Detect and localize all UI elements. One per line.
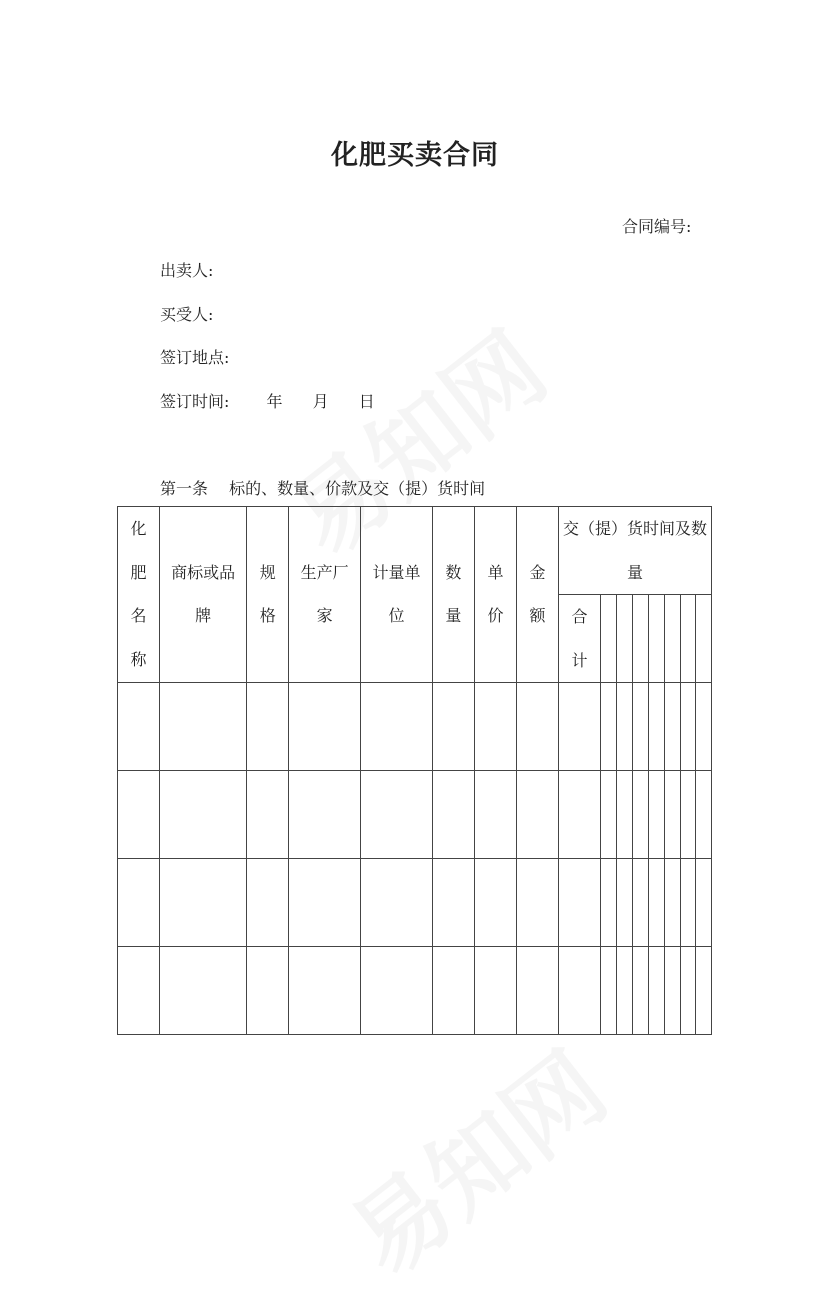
table-cell[interactable]	[160, 859, 247, 947]
table-cell[interactable]	[474, 859, 516, 947]
table-cell[interactable]	[474, 683, 516, 771]
table-cell[interactable]	[632, 947, 648, 1035]
table-cell[interactable]	[118, 859, 160, 947]
table-cell[interactable]	[118, 947, 160, 1035]
header-quantity	[432, 507, 474, 683]
header-total: 合 计	[559, 595, 601, 683]
table-cell[interactable]	[474, 947, 516, 1035]
table-cell[interactable]	[559, 947, 601, 1035]
header-unit-price	[474, 507, 516, 683]
table-cell[interactable]	[247, 859, 289, 947]
section-1-heading	[160, 476, 485, 499]
table-cell[interactable]	[649, 947, 664, 1035]
header-brand-text: 商标或品 牌	[171, 562, 236, 625]
table-cell[interactable]	[516, 771, 558, 859]
table-cell[interactable]	[617, 947, 632, 1035]
table-cell[interactable]	[559, 859, 601, 947]
table-cell[interactable]	[601, 947, 617, 1035]
table-cell[interactable]	[601, 683, 617, 771]
table-cell[interactable]	[289, 771, 361, 859]
signing-time-label: 签订时间:	[160, 392, 230, 411]
table-cell[interactable]	[559, 683, 601, 771]
table-cell[interactable]	[247, 683, 289, 771]
table-cell[interactable]	[696, 683, 712, 771]
table-cell[interactable]	[361, 771, 433, 859]
table-row	[118, 771, 712, 859]
table-cell[interactable]	[681, 683, 696, 771]
delivery-col-1	[601, 595, 617, 683]
watermark-bottom	[318, 1016, 629, 1301]
contract-number-label: 合同编号:	[622, 217, 692, 236]
table-cell[interactable]	[632, 683, 648, 771]
header-unit-price-text: 单 价	[487, 562, 504, 625]
table-cell[interactable]	[432, 947, 474, 1035]
header-amount	[516, 507, 558, 683]
header-amount-text: 金 额	[529, 562, 546, 625]
table-row	[118, 859, 712, 947]
table-cell[interactable]	[559, 771, 601, 859]
month-label: 月	[312, 392, 329, 411]
table-cell[interactable]	[617, 859, 632, 947]
table-cell[interactable]	[649, 683, 664, 771]
table-row	[118, 947, 712, 1035]
table-cell[interactable]	[632, 771, 648, 859]
header-spec	[247, 507, 289, 683]
table-cell[interactable]	[289, 683, 361, 771]
table-cell[interactable]	[432, 859, 474, 947]
header-spec-text: 规 格	[259, 562, 276, 625]
delivery-col-2	[617, 595, 632, 683]
table-cell[interactable]	[649, 771, 664, 859]
table-cell[interactable]	[516, 947, 558, 1035]
table-cell[interactable]	[289, 859, 361, 947]
table-cell[interactable]	[664, 947, 680, 1035]
table-cell[interactable]	[160, 683, 247, 771]
document-title: 化肥买卖合同	[331, 140, 499, 171]
table-cell[interactable]	[432, 683, 474, 771]
table-cell[interactable]	[516, 859, 558, 947]
table-cell[interactable]	[118, 683, 160, 771]
table-row	[118, 683, 712, 771]
table-header-row	[118, 507, 712, 595]
table-cell[interactable]	[664, 683, 680, 771]
table-cell[interactable]	[696, 771, 712, 859]
header-maker	[289, 507, 361, 683]
table-cell[interactable]	[160, 947, 247, 1035]
table-cell[interactable]	[681, 859, 696, 947]
day-label: 日	[358, 392, 375, 411]
header-fertilizer-name: 化 肥 名 称	[118, 507, 160, 683]
buyer-label: 买受人:	[160, 305, 214, 324]
signing-time-row	[160, 389, 375, 412]
header-unit	[361, 507, 433, 683]
table-cell[interactable]	[474, 771, 516, 859]
table-cell[interactable]	[289, 947, 361, 1035]
table-cell[interactable]	[160, 771, 247, 859]
year-label: 年	[266, 392, 283, 411]
table-cell[interactable]	[649, 859, 664, 947]
section-1-text: 标的、数量、价款及交（提）货时间	[229, 479, 486, 498]
table-cell[interactable]	[681, 771, 696, 859]
seller-label: 出卖人:	[160, 261, 214, 280]
table-cell[interactable]	[617, 683, 632, 771]
table-cell[interactable]	[432, 771, 474, 859]
header-maker-text: 生产厂 家	[300, 562, 349, 625]
table-cell[interactable]	[118, 771, 160, 859]
delivery-col-6	[681, 595, 696, 683]
header-delivery-time-qty: 交（提）货时间及数 量	[559, 507, 712, 595]
table-cell[interactable]	[664, 859, 680, 947]
table-cell[interactable]	[516, 683, 558, 771]
table-cell[interactable]	[681, 947, 696, 1035]
table-cell[interactable]	[696, 947, 712, 1035]
signing-place-label: 签订地点:	[160, 348, 230, 367]
header-quantity-text: 数 量	[445, 562, 462, 625]
table-cell[interactable]	[601, 771, 617, 859]
delivery-col-4	[649, 595, 664, 683]
goods-table	[117, 506, 712, 1035]
header-unit-text: 计量单 位	[372, 562, 421, 625]
header-brand	[160, 507, 247, 683]
table-cell[interactable]	[617, 771, 632, 859]
table-cell[interactable]	[247, 771, 289, 859]
table-cell[interactable]	[601, 859, 617, 947]
delivery-col-3	[632, 595, 648, 683]
table-cell[interactable]	[696, 859, 712, 947]
table-cell[interactable]	[361, 683, 433, 771]
table-cell[interactable]	[664, 771, 680, 859]
table-cell[interactable]	[361, 947, 433, 1035]
table-cell[interactable]	[632, 859, 648, 947]
delivery-col-7	[696, 595, 712, 683]
table-cell[interactable]	[361, 859, 433, 947]
table-cell[interactable]	[247, 947, 289, 1035]
delivery-col-5	[664, 595, 680, 683]
section-1-number: 第一条	[160, 479, 209, 498]
